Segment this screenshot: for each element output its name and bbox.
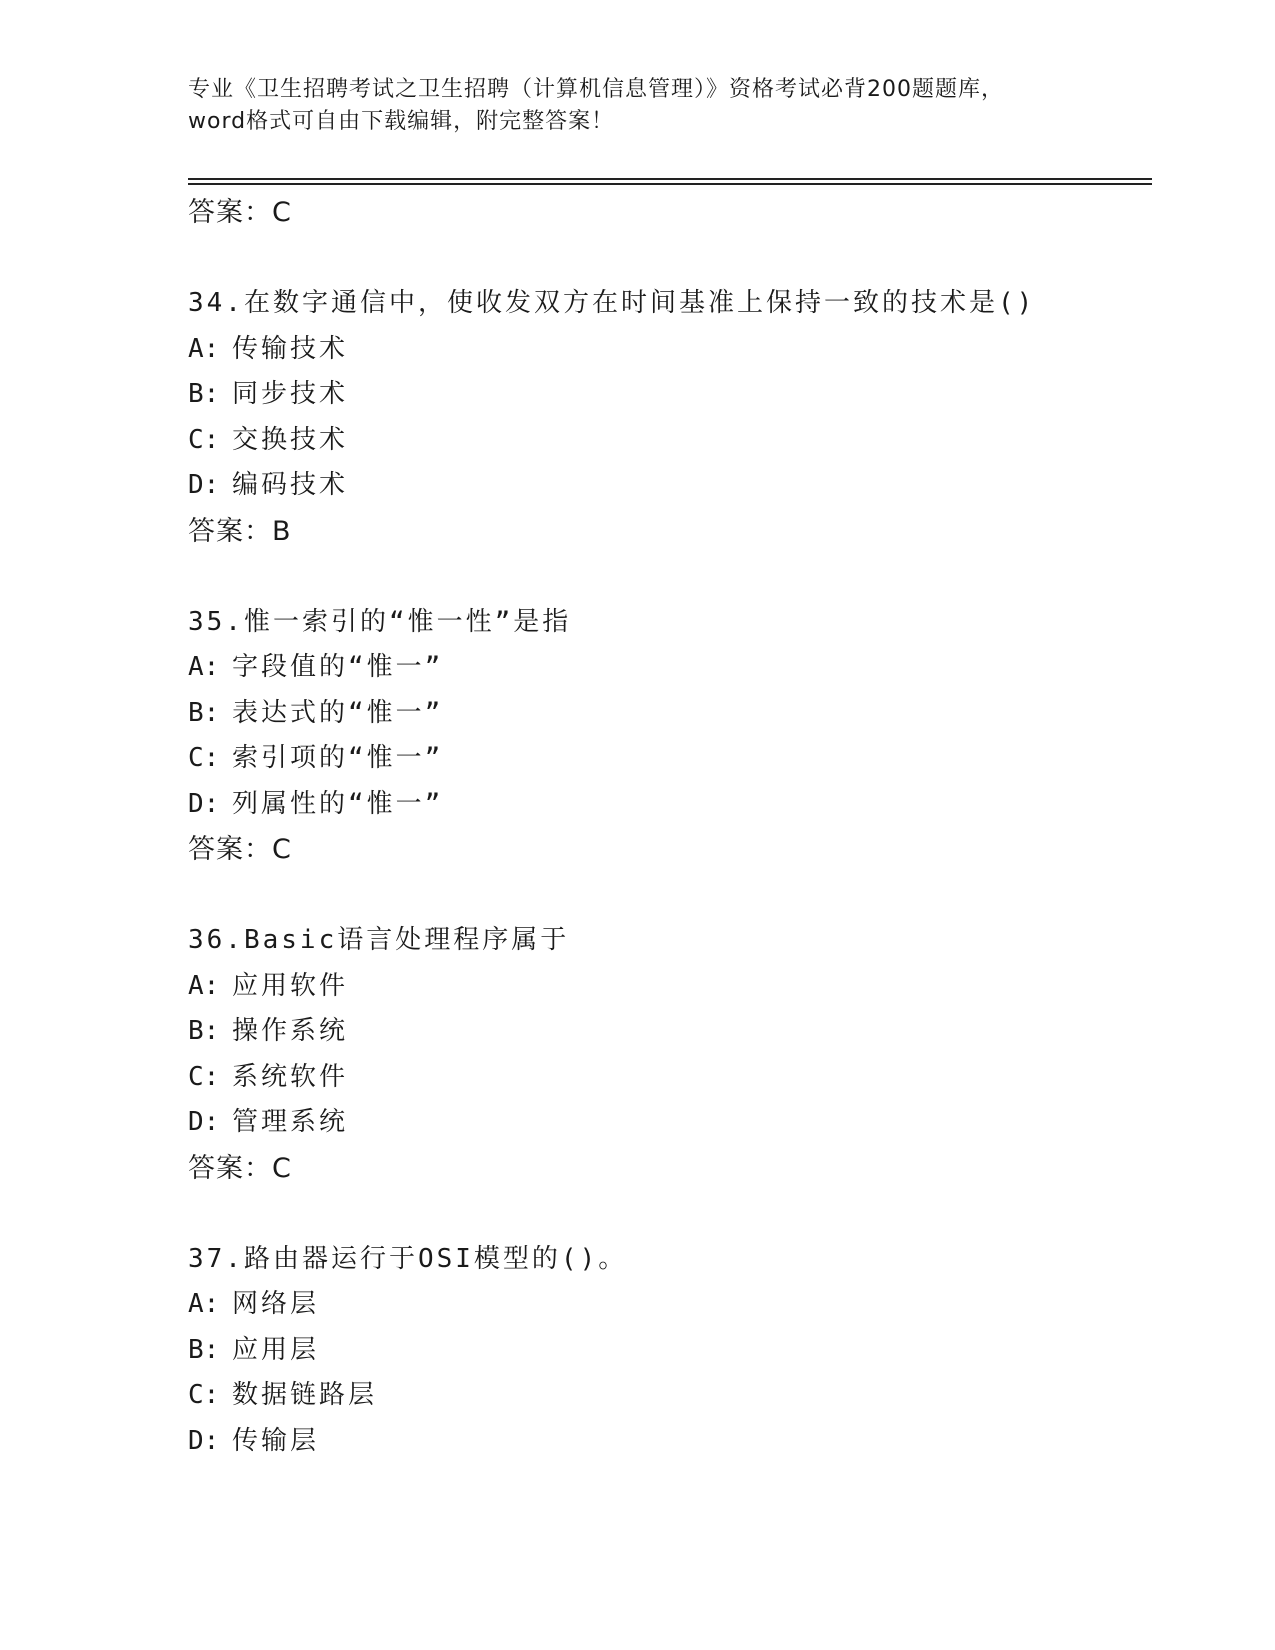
option-text: 管理系统	[232, 1107, 349, 1137]
question-text: 37.路由器运行于OSI模型的()。	[188, 1243, 628, 1274]
question-block	[188, 281, 1148, 554]
option-line	[188, 1100, 1148, 1146]
option-line	[188, 1419, 1148, 1465]
option-letter: A:	[188, 1289, 220, 1319]
option-line	[188, 1328, 1148, 1374]
option-text: 索引项的“惟一”	[232, 743, 444, 773]
option-text: 操作系统	[232, 1016, 349, 1046]
option-text: 列属性的“惟一”	[232, 788, 444, 819]
question-block	[188, 1237, 1148, 1465]
option-line	[188, 782, 1148, 828]
header-divider-bottom	[188, 183, 1152, 185]
option-line	[188, 736, 1148, 782]
question-block	[188, 600, 1148, 873]
option-line	[188, 1009, 1148, 1055]
header-line-1: 专业《卫生招聘考试之卫生招聘（计算机信息管理）》资格考试必背200题题库，	[188, 77, 1004, 102]
option-letter: D:	[188, 788, 220, 819]
option-letter: B:	[188, 1016, 220, 1046]
header-divider-top	[188, 178, 1152, 180]
question-list	[188, 190, 1148, 1464]
document-header	[188, 74, 1088, 138]
option-letter: C:	[188, 1061, 220, 1092]
option-text: 编码技术	[232, 470, 349, 500]
option-line	[188, 327, 1148, 373]
option-text: 表达式的“惟一”	[232, 697, 444, 728]
question-text: 34.在数字通信中，使收发双方在时间基准上保持一致的技术是()	[188, 288, 1036, 318]
answer-line: 答案：C	[188, 834, 292, 865]
option-letter: B:	[188, 1334, 220, 1365]
option-letter: B:	[188, 697, 220, 728]
option-text: 字段值的“惟一”	[232, 652, 444, 682]
answer-line: 答案：B	[188, 515, 292, 547]
option-letter: C:	[188, 424, 220, 455]
option-line	[188, 418, 1148, 464]
option-line	[188, 964, 1148, 1010]
option-text: 系统软件	[232, 1061, 349, 1092]
option-line	[188, 463, 1148, 509]
option-letter: C:	[188, 1380, 220, 1410]
option-letter: A:	[188, 333, 220, 364]
answer-line: 答案：C	[188, 197, 292, 228]
answer-line: 答案：C	[188, 1152, 292, 1184]
option-letter: A:	[188, 652, 220, 682]
header-line-2: word格式可自由下载编辑，附完整答案！	[188, 109, 615, 134]
question-spacer	[188, 554, 1148, 600]
option-line	[188, 1282, 1148, 1328]
option-line	[188, 372, 1148, 418]
option-text: 网络层	[232, 1289, 320, 1319]
option-text: 交换技术	[232, 424, 349, 455]
option-letter: D:	[188, 470, 220, 500]
option-letter: B:	[188, 379, 220, 409]
question-block	[188, 918, 1148, 1191]
option-line	[188, 1055, 1148, 1101]
option-letter: C:	[188, 743, 220, 773]
option-text: 应用软件	[232, 970, 349, 1001]
question-text: 35.惟一索引的“惟一性”是指	[188, 606, 572, 637]
option-letter: D:	[188, 1107, 220, 1137]
option-text: 传输技术	[232, 333, 349, 364]
option-text: 应用层	[232, 1334, 320, 1365]
option-line	[188, 1373, 1148, 1419]
question-spacer	[188, 1191, 1148, 1237]
question-spacer	[188, 236, 1148, 282]
option-letter: A:	[188, 970, 220, 1001]
question-spacer	[188, 873, 1148, 919]
option-text: 数据链路层	[232, 1380, 378, 1410]
option-letter: D:	[188, 1425, 220, 1456]
option-line	[188, 691, 1148, 737]
option-line	[188, 645, 1148, 691]
option-text: 同步技术	[232, 379, 349, 409]
question-text: 36.Basic语言处理程序属于	[188, 925, 570, 955]
option-text: 传输层	[232, 1425, 320, 1456]
